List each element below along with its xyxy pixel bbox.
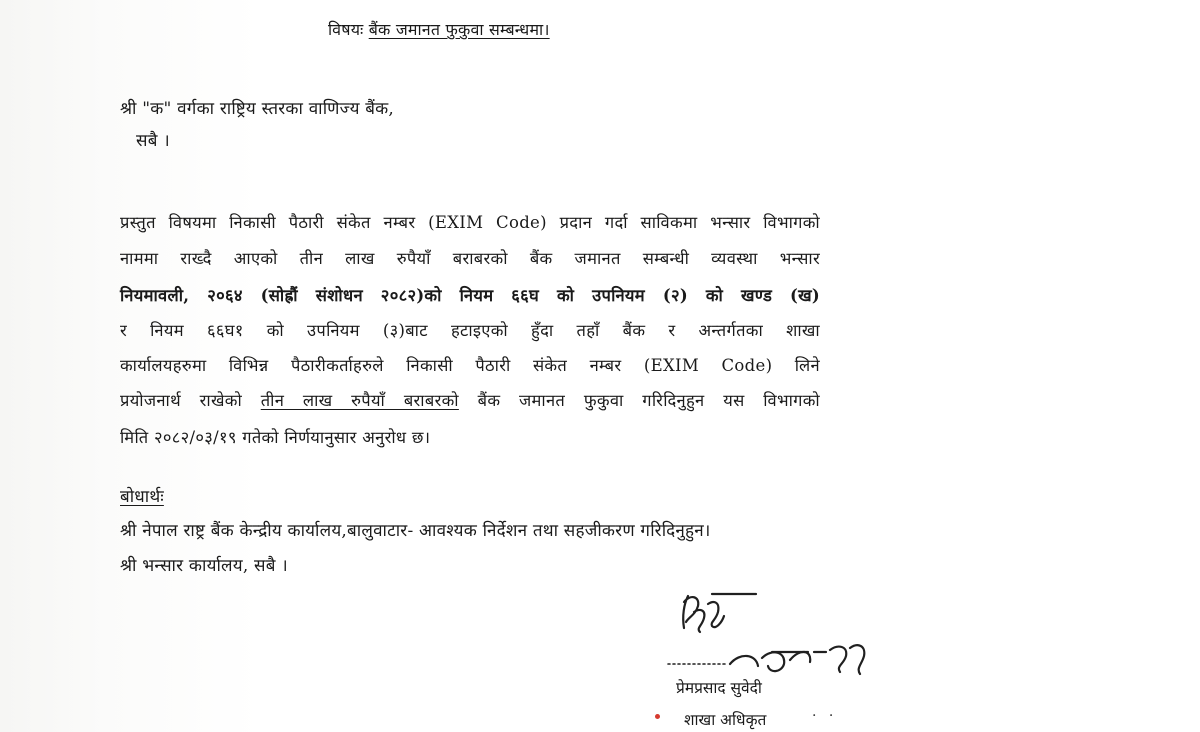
body-line-6-before: प्रयोजनार्थ राखेको <box>120 391 261 410</box>
subject-prefix: विषयः <box>328 20 364 39</box>
body-line-6-after: बैंक जमानत फुकुवा गरिदिनुहुन यस विभागको <box>458 391 821 410</box>
body-line-6 <box>120 388 820 411</box>
cc-line-2: श्री भन्सार कार्यालय, सबै । <box>120 556 288 576</box>
addressee-line-2: सबै । <box>136 131 170 151</box>
info-heading: बोधार्थः <box>120 487 164 507</box>
cc-line-1: श्री नेपाल राष्ट्र बैंक केन्द्रीय कार्यालय,बालुवाटार- आवश्यक निर्देशन तथा सहजीकरण गरिदिनुहुन। <box>120 521 711 541</box>
subject-text: बैंक जमानत फुकुवा सम्बन्धमा। <box>368 20 550 39</box>
body-line-2: नाममा राख्दै आएको तीन लाख रुपैयाँ बराबरको बैंक जमानत सम्बन्धी व्यवस्था भन्सार <box>120 249 820 268</box>
red-mark <box>655 714 660 719</box>
signatory-name: प्रेमप्रसाद सुवेदी <box>676 679 762 697</box>
handwritten-signature <box>660 582 875 682</box>
body-line-6-underlined: तीन लाख रुपैयाँ बराबरको <box>260 391 459 410</box>
addressee-line-1: श्री "क" वर्गका राष्ट्रिय स्तरका वाणिज्य बैंक, <box>120 99 394 119</box>
body-line-3: नियमावली, २०६४ (सोह्रौं संशोधन २०८२)को नियम ६६घ को उपनियम (२) को खण्ड (ख) <box>120 286 820 305</box>
body-line-5: कार्यालयहरुमा विभिन्न पैठारीकर्ताहरुले निकासी पैठारी संकेत नम्बर (EXIM Code) लिने <box>120 356 820 375</box>
blank-margin <box>872 0 1200 732</box>
signatory-title: शाखा अधिकृत <box>684 711 767 729</box>
trailing-dots: · · <box>812 708 838 724</box>
body-line-7: मिति २०८२/०३/१९ गतेको निर्णयानुसार अनुरोध छ। <box>120 428 431 447</box>
body-line-4: र नियम ६६घ१ को उपनियम (३)बाट हटाइएको हुँदा तहाँ बैंक र अन्तर्गतका शाखा <box>120 321 820 340</box>
subject-line <box>328 18 550 40</box>
body-line-1: प्रस्तुत विषयमा निकासी पैठारी संकेत नम्बर (EXIM Code) प्रदान गर्दा साविकमा भन्सार विभागको <box>120 213 820 232</box>
